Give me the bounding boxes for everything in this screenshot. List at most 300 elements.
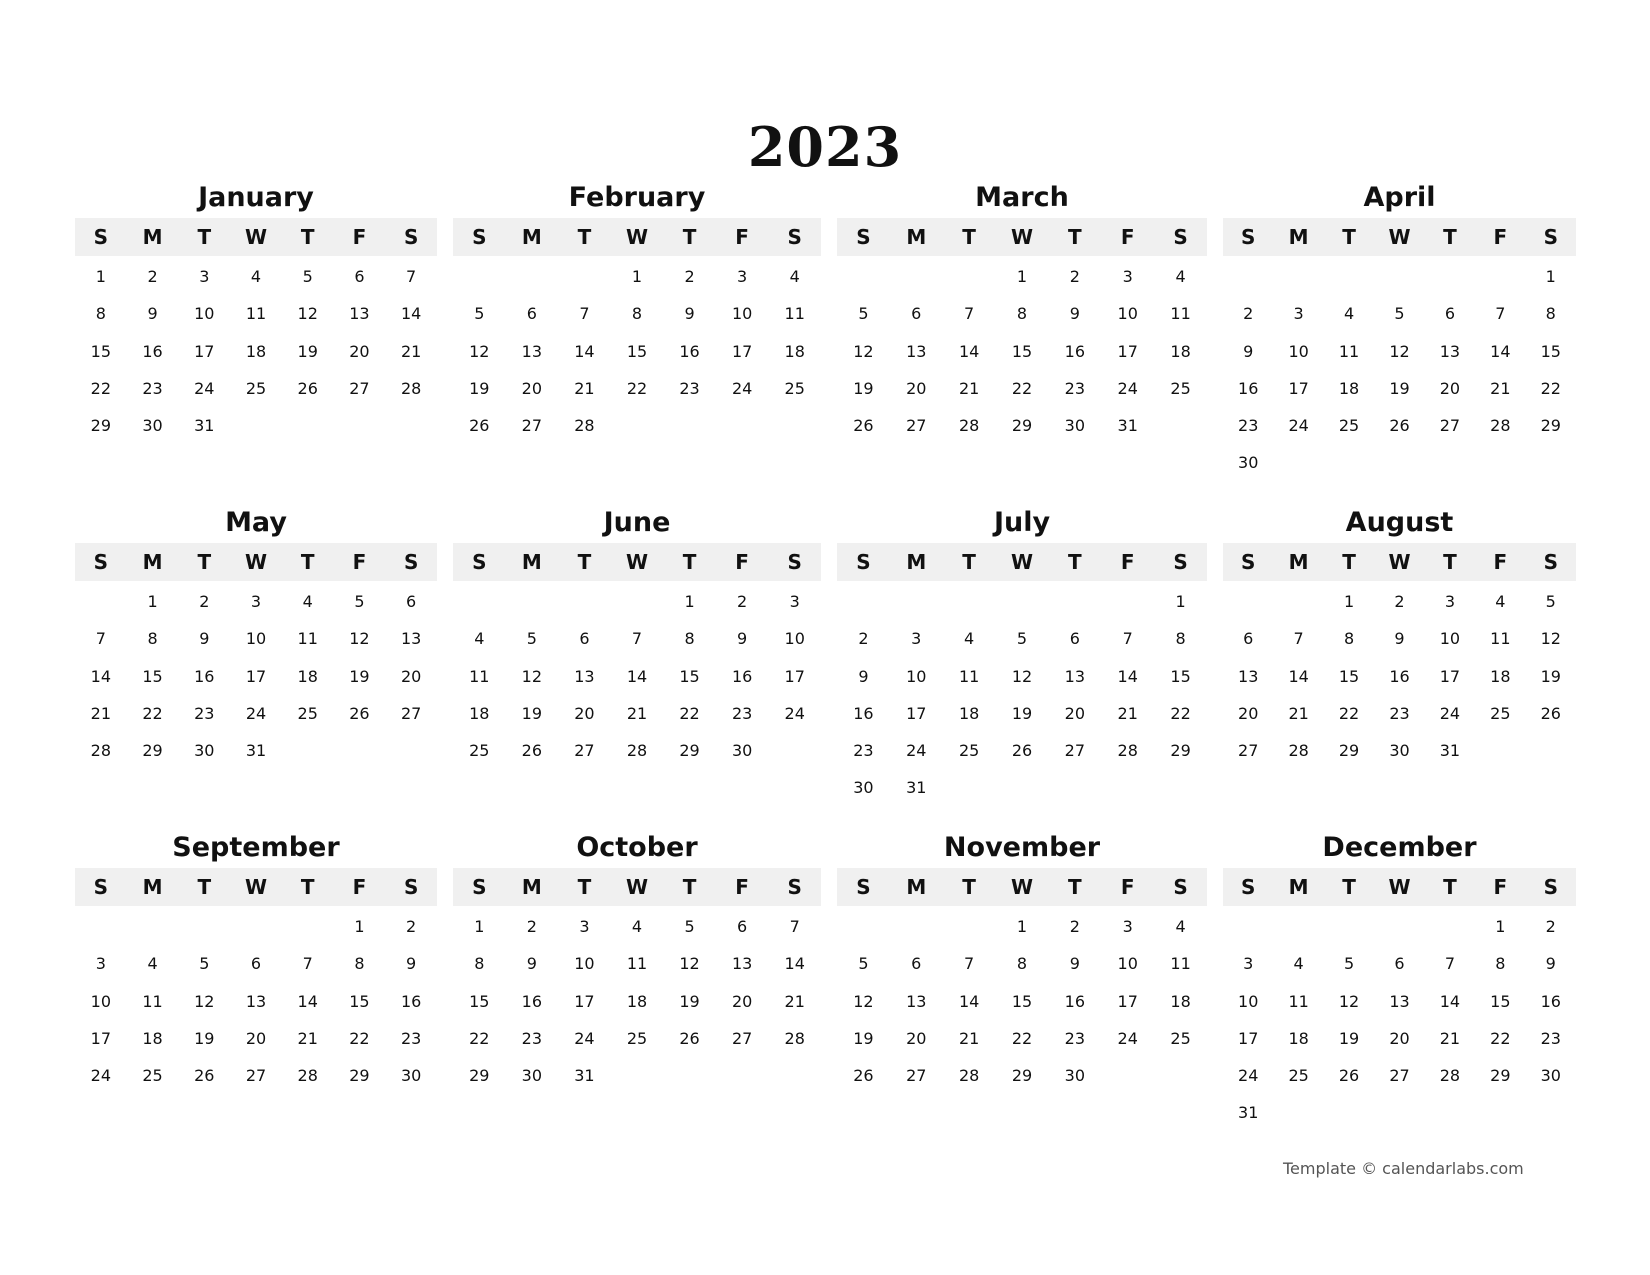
weekday-label: T <box>682 550 697 574</box>
day-cell: 15 <box>90 341 112 361</box>
month-july <box>837 503 1207 828</box>
day-cell: 7 <box>631 629 643 649</box>
day-cell: 14 <box>784 954 805 974</box>
day-cell: 25 <box>1288 1066 1309 1086</box>
day-cell: 2 <box>147 267 158 286</box>
template-credit: Template © calendarlabs.com <box>1283 1159 1524 1178</box>
day-cell: 31 <box>245 741 267 761</box>
day-cell: 26 <box>349 703 370 723</box>
day-cell: 27 <box>245 1066 267 1086</box>
day-cell: 16 <box>679 341 700 361</box>
day-cell: 24 <box>784 703 805 723</box>
weekday-label: T <box>1443 875 1457 899</box>
day-cell: 27 <box>400 703 422 723</box>
day-cell: 30 <box>1064 416 1086 436</box>
day-cell: 29 <box>469 1066 490 1086</box>
day-cell: 14 <box>958 991 980 1011</box>
day-cell: 12 <box>1389 341 1410 361</box>
day-cell: 2 <box>199 592 210 611</box>
day-cell: 24 <box>1117 378 1138 398</box>
day-cell: 26 <box>1389 416 1410 436</box>
weekday-label: M <box>142 550 163 574</box>
empty-cell <box>943 583 996 620</box>
day-cell: 30 <box>1064 1066 1086 1086</box>
weekday-header <box>1223 543 1576 581</box>
day-cell: 2 <box>1243 304 1254 324</box>
day-cell: 16 <box>731 666 753 686</box>
day-cell: 24 <box>1288 416 1309 436</box>
weekday-label: T <box>962 875 976 899</box>
day-cell: 3 <box>911 629 922 649</box>
empty-cell <box>1223 583 1273 620</box>
day-cell: 8 <box>1016 304 1028 324</box>
day-cell: 29 <box>1011 416 1033 436</box>
day-cell: 29 <box>1011 1066 1033 1086</box>
day-cell: 4 <box>1293 954 1304 974</box>
day-cell: 6 <box>579 629 590 649</box>
day-cell: 19 <box>521 703 543 723</box>
day-cell: 23 <box>1540 1028 1561 1048</box>
day-cell: 8 <box>354 954 365 974</box>
day-cell: 21 <box>1117 703 1138 723</box>
day-cell: 14 <box>574 341 595 361</box>
weekday-label: S <box>787 225 802 249</box>
day-cell: 29 <box>349 1066 370 1086</box>
weekday-label: W <box>1010 550 1034 574</box>
day-cell: 11 <box>1288 991 1309 1011</box>
empty-cell <box>1425 258 1475 295</box>
day-cell: 8 <box>95 304 106 324</box>
day-cell: 7 <box>1495 304 1506 324</box>
weekday-label: F <box>1493 550 1508 574</box>
day-cell: 17 <box>1439 666 1461 686</box>
weekday-label: M <box>1288 225 1309 249</box>
day-cell: 6 <box>1394 954 1405 974</box>
weekday-label: S <box>1173 225 1188 249</box>
weekday-header <box>453 218 821 256</box>
day-cell: 1 <box>95 267 106 286</box>
day-cell: 25 <box>1338 416 1360 436</box>
weekday-label: S <box>856 875 871 899</box>
day-cell: 12 <box>1540 629 1561 649</box>
day-grid <box>75 581 437 769</box>
weekday-header <box>837 218 1207 256</box>
day-cell: 30 <box>400 1066 422 1086</box>
day-cell: 7 <box>1444 954 1456 974</box>
day-cell: 23 <box>731 703 753 723</box>
weekday-label: W <box>1388 875 1411 899</box>
day-cell: 11 <box>245 304 267 324</box>
day-cell: 10 <box>1117 304 1138 324</box>
day-cell: 16 <box>400 991 422 1011</box>
month-name: December <box>1322 832 1477 863</box>
day-grid <box>837 906 1207 1094</box>
month-name: April <box>1363 182 1436 213</box>
day-cell: 23 <box>853 741 874 761</box>
day-cell: 4 <box>631 917 643 936</box>
day-cell: 16 <box>1238 378 1259 398</box>
weekday-label: M <box>906 225 927 249</box>
day-cell: 19 <box>853 378 874 398</box>
day-cell: 28 <box>784 1028 805 1048</box>
day-cell: 13 <box>906 991 927 1011</box>
day-cell: 20 <box>731 991 753 1011</box>
weekday-label: F <box>352 550 367 574</box>
day-cell: 18 <box>626 991 648 1011</box>
day-grid <box>453 906 821 1094</box>
day-cell: 24 <box>574 1028 595 1048</box>
day-cell: 2 <box>684 267 695 286</box>
day-cell: 8 <box>1495 954 1506 974</box>
weekday-header <box>1223 218 1576 256</box>
day-cell: 22 <box>469 1028 490 1048</box>
day-cell: 28 <box>574 416 595 436</box>
day-cell: 31 <box>1439 741 1461 761</box>
day-cell: 27 <box>1064 741 1086 761</box>
weekday-header <box>75 218 437 256</box>
weekday-label: S <box>1241 225 1256 249</box>
day-cell: 13 <box>245 991 267 1011</box>
weekday-label: T <box>1443 225 1457 249</box>
day-grid <box>75 256 437 444</box>
day-cell: 3 <box>1293 304 1304 324</box>
day-cell: 4 <box>1175 917 1186 936</box>
day-cell: 22 <box>1011 1028 1033 1048</box>
day-cell: 24 <box>906 741 927 761</box>
day-cell: 20 <box>349 341 370 361</box>
day-cell: 26 <box>853 416 874 436</box>
day-cell: 8 <box>1175 629 1186 649</box>
month-june <box>453 503 821 828</box>
day-cell: 7 <box>1293 629 1304 649</box>
day-cell: 30 <box>1389 741 1410 761</box>
day-cell: 16 <box>142 341 163 361</box>
day-cell: 1 <box>1495 917 1506 936</box>
day-cell: 5 <box>354 592 365 611</box>
day-cell: 27 <box>521 416 543 436</box>
weekday-label: T <box>682 875 697 899</box>
day-cell: 2 <box>737 592 748 611</box>
day-cell: 30 <box>731 741 753 761</box>
day-cell: 19 <box>1540 666 1561 686</box>
day-cell: 19 <box>679 991 700 1011</box>
empty-cell <box>75 583 127 620</box>
day-cell: 26 <box>469 416 490 436</box>
day-cell: 16 <box>853 703 874 723</box>
day-cell: 12 <box>469 341 490 361</box>
day-cell: 5 <box>1343 954 1355 974</box>
day-cell: 23 <box>1389 703 1410 723</box>
month-name: October <box>576 832 698 863</box>
day-cell: 18 <box>469 703 490 723</box>
weekday-label: W <box>625 875 649 899</box>
day-cell: 1 <box>1016 267 1028 286</box>
day-cell: 10 <box>194 304 215 324</box>
day-cell: 6 <box>250 954 262 974</box>
day-cell: 22 <box>1540 378 1561 398</box>
weekday-label: T <box>1342 225 1356 249</box>
day-cell: 1 <box>631 267 643 286</box>
weekday-label: M <box>906 875 927 899</box>
day-cell: 6 <box>737 917 748 936</box>
day-cell: 2 <box>406 917 417 936</box>
day-cell: 23 <box>1238 416 1259 436</box>
day-cell: 16 <box>1064 341 1086 361</box>
empty-cell <box>611 583 664 620</box>
month-name: August <box>1345 507 1454 538</box>
weekday-label: S <box>1543 550 1558 574</box>
day-cell: 21 <box>958 378 980 398</box>
empty-cell <box>1324 258 1374 295</box>
weekday-label: T <box>1342 550 1356 574</box>
day-cell: 29 <box>1170 741 1191 761</box>
day-cell: 2 <box>1394 592 1405 611</box>
day-cell: 12 <box>853 991 874 1011</box>
day-cell: 28 <box>1439 1066 1461 1086</box>
day-cell: 25 <box>626 1028 648 1048</box>
weekday-header <box>837 543 1207 581</box>
day-cell: 22 <box>626 378 648 398</box>
weekday-label: S <box>93 550 109 574</box>
day-cell: 25 <box>784 378 805 398</box>
day-cell: 21 <box>626 703 648 723</box>
weekday-header <box>837 868 1207 906</box>
day-cell: 3 <box>1444 592 1456 611</box>
weekday-label: T <box>197 550 212 574</box>
day-cell: 18 <box>1288 1028 1309 1048</box>
day-cell: 12 <box>679 954 700 974</box>
day-cell: 25 <box>1170 378 1191 398</box>
weekday-label: T <box>300 875 315 899</box>
day-cell: 4 <box>1175 267 1186 286</box>
weekday-label: S <box>403 550 419 574</box>
day-cell: 8 <box>1343 629 1355 649</box>
day-cell: 15 <box>1540 341 1561 361</box>
day-cell: 29 <box>90 416 112 436</box>
day-cell: 11 <box>469 666 490 686</box>
day-cell: 7 <box>95 629 106 649</box>
empty-cell <box>1324 908 1374 945</box>
day-cell: 18 <box>297 666 318 686</box>
empty-cell <box>996 583 1049 620</box>
day-cell: 25 <box>245 378 267 398</box>
day-cell: 10 <box>90 991 112 1011</box>
weekday-label: S <box>472 875 487 899</box>
day-cell: 29 <box>1338 741 1360 761</box>
day-cell: 27 <box>1238 741 1259 761</box>
day-cell: 13 <box>1238 666 1259 686</box>
day-cell: 14 <box>1117 666 1138 686</box>
day-cell: 26 <box>297 378 318 398</box>
day-cell: 24 <box>1439 703 1461 723</box>
day-cell: 22 <box>90 378 112 398</box>
day-grid <box>837 256 1207 444</box>
day-cell: 2 <box>526 917 537 936</box>
day-cell: 19 <box>1338 1028 1360 1048</box>
weekday-label: T <box>577 875 592 899</box>
day-cell: 22 <box>142 703 163 723</box>
month-august <box>1223 503 1576 828</box>
day-cell: 6 <box>526 304 537 324</box>
day-cell: 9 <box>858 666 869 686</box>
month-may <box>75 503 437 828</box>
day-cell: 22 <box>1338 703 1360 723</box>
day-cell: 2 <box>1069 917 1080 936</box>
weekday-label: T <box>962 225 976 249</box>
day-cell: 10 <box>906 666 927 686</box>
day-cell: 25 <box>1170 1028 1191 1048</box>
day-cell: 28 <box>1490 416 1511 436</box>
weekday-label: T <box>577 550 592 574</box>
day-cell: 15 <box>1011 341 1033 361</box>
weekday-label: M <box>521 225 542 249</box>
day-cell: 10 <box>574 954 595 974</box>
day-cell: 7 <box>406 267 417 286</box>
day-cell: 13 <box>731 954 753 974</box>
day-cell: 3 <box>1122 267 1133 286</box>
empty-cell <box>837 258 890 295</box>
day-cell: 17 <box>1117 341 1138 361</box>
empty-cell <box>1223 258 1273 295</box>
weekday-label: W <box>625 225 649 249</box>
day-cell: 1 <box>1016 917 1028 936</box>
day-cell: 16 <box>1389 666 1410 686</box>
day-cell: 14 <box>297 991 318 1011</box>
day-cell: 26 <box>1011 741 1033 761</box>
day-cell: 10 <box>1117 954 1138 974</box>
day-cell: 29 <box>679 741 700 761</box>
weekday-label: F <box>1493 875 1508 899</box>
day-cell: 2 <box>1069 267 1080 286</box>
day-cell: 9 <box>147 304 158 324</box>
day-cell: 18 <box>784 341 805 361</box>
weekday-label: M <box>142 225 163 249</box>
day-cell: 21 <box>400 341 422 361</box>
day-cell: 25 <box>1490 703 1511 723</box>
weekday-label: S <box>472 550 487 574</box>
day-cell: 12 <box>194 991 215 1011</box>
day-cell: 29 <box>1490 1066 1511 1086</box>
weekday-label: F <box>735 225 749 249</box>
day-cell: 19 <box>194 1028 215 1048</box>
day-cell: 27 <box>1389 1066 1410 1086</box>
day-cell: 22 <box>349 1028 370 1048</box>
month-name: March <box>975 182 1069 213</box>
day-cell: 9 <box>1545 954 1556 974</box>
weekday-label: T <box>1068 550 1082 574</box>
day-cell: 3 <box>250 592 262 611</box>
day-cell: 12 <box>1011 666 1033 686</box>
day-cell: 5 <box>1394 304 1405 324</box>
day-cell: 4 <box>964 629 975 649</box>
day-cell: 27 <box>1439 416 1461 436</box>
day-cell: 18 <box>1338 378 1360 398</box>
weekday-label: T <box>682 225 697 249</box>
weekday-label: F <box>352 875 367 899</box>
day-cell: 21 <box>784 991 805 1011</box>
empty-cell <box>282 908 334 945</box>
month-name: May <box>225 507 287 538</box>
day-cell: 23 <box>521 1028 543 1048</box>
day-cell: 6 <box>1444 304 1456 324</box>
day-cell: 19 <box>297 341 318 361</box>
empty-cell <box>506 583 559 620</box>
day-cell: 5 <box>302 267 313 286</box>
weekday-label: S <box>403 875 419 899</box>
day-cell: 20 <box>245 1028 267 1048</box>
weekday-label: S <box>856 225 871 249</box>
weekday-label: S <box>1173 875 1188 899</box>
weekday-label: W <box>1010 875 1034 899</box>
day-grid <box>1223 906 1576 1132</box>
day-cell: 22 <box>1490 1028 1511 1048</box>
day-cell: 9 <box>1069 954 1080 974</box>
day-cell: 11 <box>142 991 163 1011</box>
day-cell: 11 <box>1170 954 1191 974</box>
day-cell: 17 <box>90 1028 112 1048</box>
empty-cell <box>1273 258 1323 295</box>
empty-cell <box>890 583 943 620</box>
day-cell: 25 <box>297 703 318 723</box>
day-cell: 30 <box>142 416 163 436</box>
day-cell: 30 <box>853 778 874 798</box>
day-cell: 10 <box>245 629 267 649</box>
weekday-label: T <box>300 225 315 249</box>
day-cell: 28 <box>626 741 648 761</box>
weekday-label: F <box>1120 225 1135 249</box>
day-cell: 9 <box>1243 341 1254 361</box>
day-cell: 23 <box>400 1028 422 1048</box>
day-cell: 8 <box>631 304 643 324</box>
day-cell: 1 <box>147 592 158 611</box>
month-december <box>1223 828 1576 1153</box>
weekday-label: F <box>352 225 367 249</box>
month-january <box>75 178 437 503</box>
day-cell: 2 <box>1545 917 1556 936</box>
day-cell: 30 <box>194 741 215 761</box>
day-cell: 19 <box>853 1028 874 1048</box>
day-cell: 20 <box>1064 703 1086 723</box>
day-cell: 21 <box>1439 1028 1461 1048</box>
weekday-label: S <box>1543 225 1558 249</box>
day-cell: 31 <box>1117 416 1138 436</box>
weekday-label: S <box>1543 875 1558 899</box>
day-cell: 23 <box>194 703 215 723</box>
day-cell: 17 <box>731 341 753 361</box>
day-cell: 9 <box>737 629 748 649</box>
day-cell: 18 <box>142 1028 163 1048</box>
day-cell: 24 <box>245 703 267 723</box>
month-name: November <box>943 832 1101 863</box>
empty-cell <box>943 258 996 295</box>
day-cell: 22 <box>1170 703 1191 723</box>
day-cell: 20 <box>574 703 595 723</box>
day-cell: 6 <box>911 304 922 324</box>
day-cell: 26 <box>194 1066 215 1086</box>
day-cell: 22 <box>1011 378 1033 398</box>
day-cell: 22 <box>679 703 700 723</box>
empty-cell <box>453 258 506 295</box>
empty-cell <box>127 908 179 945</box>
day-cell: 11 <box>1338 341 1360 361</box>
day-cell: 4 <box>147 954 158 974</box>
day-cell: 27 <box>574 741 595 761</box>
weekday-label: T <box>1342 875 1356 899</box>
day-cell: 5 <box>858 954 869 974</box>
day-cell: 28 <box>1117 741 1138 761</box>
month-name: July <box>993 507 1051 538</box>
empty-cell <box>890 258 943 295</box>
